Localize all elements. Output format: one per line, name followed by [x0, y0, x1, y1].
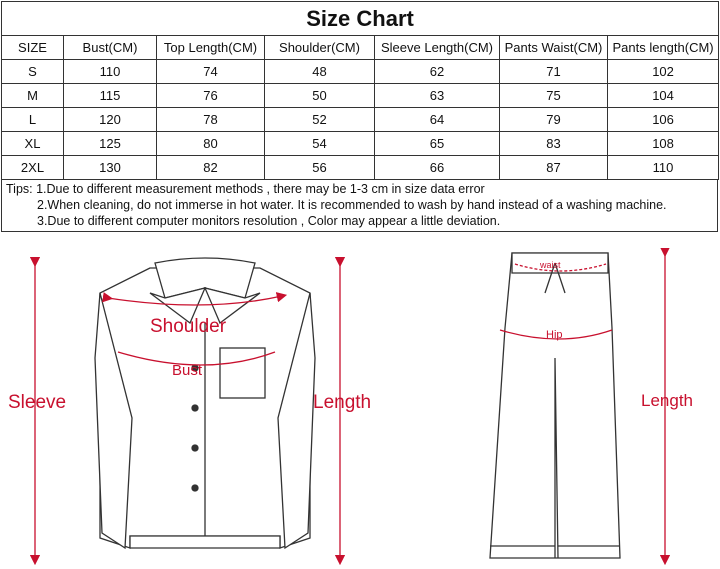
chest-pocket	[220, 348, 265, 398]
table-row	[2, 132, 719, 156]
size-cell: S	[2, 60, 64, 84]
measurement-cell: 74	[157, 60, 265, 84]
measurement-cell: 104	[608, 84, 719, 108]
measurement-cell: 50	[265, 84, 375, 108]
pajama-top-illustration	[95, 258, 315, 548]
measurement-cell: 48	[265, 60, 375, 84]
column-header: Pants length(CM)	[608, 36, 719, 60]
column-header: Pants Waist(CM)	[500, 36, 608, 60]
measurement-cell: 65	[375, 132, 500, 156]
column-header: Sleeve Length(CM)	[375, 36, 500, 60]
waist-label: waist	[540, 260, 561, 270]
measurement-cell: 115	[64, 84, 157, 108]
measurement-cell: 110	[608, 156, 719, 180]
size-table	[1, 1, 719, 180]
top-hem	[130, 536, 280, 548]
measurement-cell: 76	[157, 84, 265, 108]
size-cell: XL	[2, 132, 64, 156]
hip-label: Hip	[546, 329, 563, 341]
bust-label: Bust	[172, 362, 203, 379]
measurement-cell: 80	[157, 132, 265, 156]
table-row	[2, 60, 719, 84]
measurement-cell: 108	[608, 132, 719, 156]
measurement-cell: 83	[500, 132, 608, 156]
size-cell: L	[2, 108, 64, 132]
measurement-cell: 110	[64, 60, 157, 84]
table-row	[2, 156, 719, 180]
measurement-diagram	[0, 248, 720, 569]
chart-title: Size Chart	[2, 2, 719, 36]
size-cell: M	[2, 84, 64, 108]
measurement-cell: 125	[64, 132, 157, 156]
top-length-label: Length	[313, 392, 372, 413]
column-header: SIZE	[2, 36, 64, 60]
column-header: Top Length(CM)	[157, 36, 265, 60]
measurement-cell: 64	[375, 108, 500, 132]
pants-outline	[490, 253, 620, 558]
sleeve-label: Sleeve	[8, 392, 67, 413]
tip-line: 2.When cleaning, do not immerse in hot water. It is recommended to wash by hand instead of a washing machine.	[37, 198, 667, 212]
table-body	[2, 60, 719, 180]
measurement-cell: 102	[608, 60, 719, 84]
measurement-cell: 82	[157, 156, 265, 180]
size-cell: 2XL	[2, 156, 64, 180]
measurement-cell: 120	[64, 108, 157, 132]
header-row	[2, 36, 719, 60]
measurement-cell: 63	[375, 84, 500, 108]
measurement-cell: 75	[500, 84, 608, 108]
pajama-pants-illustration	[490, 253, 620, 558]
measurement-cell: 87	[500, 156, 608, 180]
measurement-cell: 52	[265, 108, 375, 132]
button	[192, 485, 198, 491]
pants-length-label: Length	[641, 391, 693, 410]
button	[192, 445, 198, 451]
measurement-cell: 66	[375, 156, 500, 180]
button	[192, 405, 198, 411]
measurement-cell: 130	[64, 156, 157, 180]
shoulder-label: Shoulder	[150, 316, 227, 337]
table-row	[2, 84, 719, 108]
table-row	[2, 108, 719, 132]
measurement-cell: 62	[375, 60, 500, 84]
measurement-cell: 79	[500, 108, 608, 132]
tips-box	[1, 180, 718, 232]
measurement-cell: 106	[608, 108, 719, 132]
measurement-cell: 71	[500, 60, 608, 84]
size-chart	[1, 1, 718, 232]
tip-line: 3.Due to different computer monitors resolution , Color may appear a little deviation.	[37, 214, 501, 228]
measurement-cell: 54	[265, 132, 375, 156]
column-header: Bust(CM)	[64, 36, 157, 60]
measurement-cell: 78	[157, 108, 265, 132]
measurement-cell: 56	[265, 156, 375, 180]
column-header: Shoulder(CM)	[265, 36, 375, 60]
tip-line: Tips: 1.Due to different measurement methods , there may be 1-3 cm in size data error	[6, 182, 485, 196]
